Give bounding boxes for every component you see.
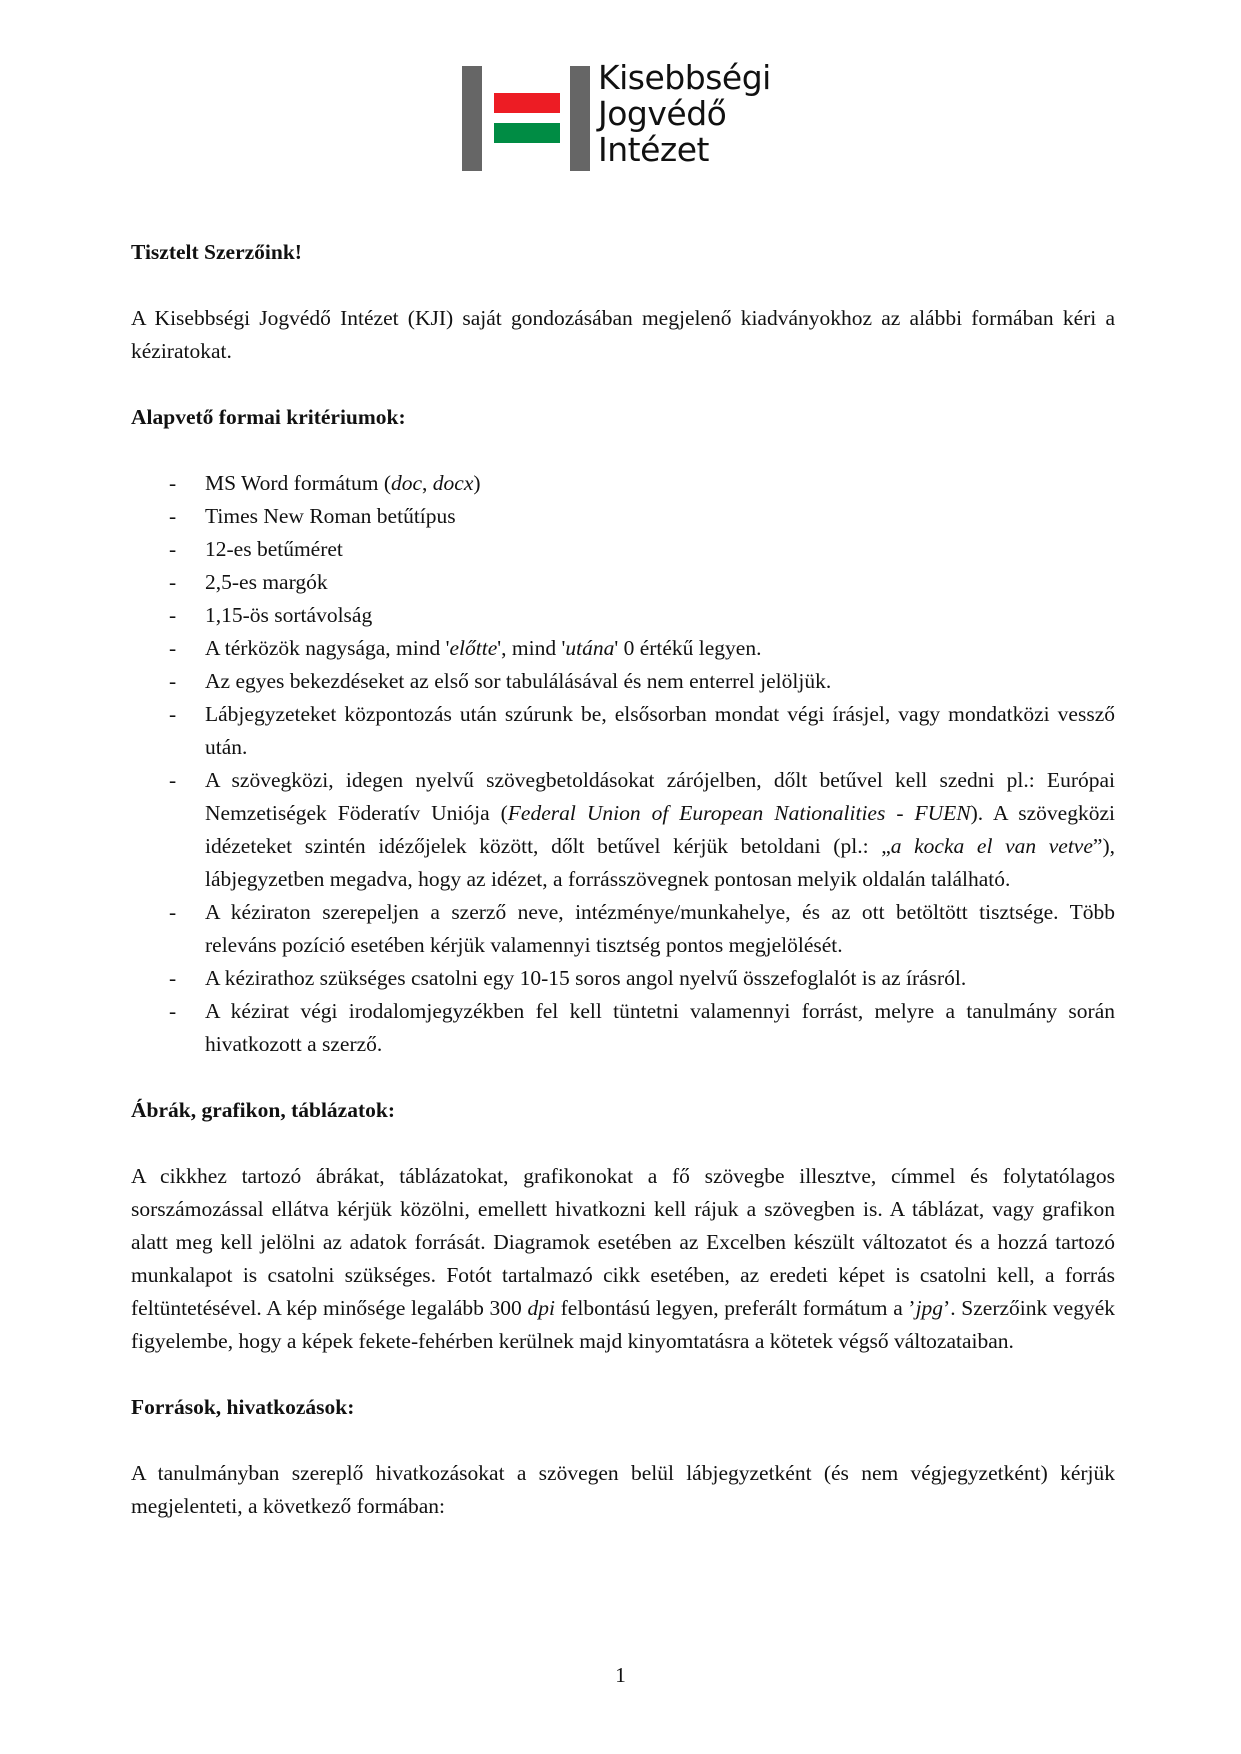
list-item: - 1,15-ös sortávolság (169, 603, 373, 627)
logo-line: Kisebbségi (598, 58, 771, 97)
logo-line: Intézet (598, 130, 709, 169)
list-item: - A kézirathoz szükséges csatolni egy 10-15 soros angol nyelvű összefoglalót is az írásról. (169, 966, 967, 990)
list-item: - A térközök nagysága, mind 'előtte', mind 'utána' 0 értékű legyen. (169, 636, 762, 660)
section-heading-formal: Alapvető formai kritériumok: (131, 405, 406, 429)
logo-right-bar (570, 66, 590, 171)
list-item: - MS Word formátum (doc, docx) (169, 471, 481, 495)
section-heading-sources: Források, hivatkozások: (131, 1395, 355, 1419)
page-number: 1 (615, 1663, 626, 1687)
kji-logo (462, 58, 792, 172)
list-item: - Lábjegyzeteket központozás után szúrunk be, elsősorban mondat végi írásjel, vagy mondatközi vessző után. (169, 702, 1115, 759)
logo-green-stripe (494, 123, 560, 143)
list-item: - Times New Roman betűtípus (169, 504, 456, 528)
intro-paragraph: A Kisebbségi Jogvédő Intézet (KJI) saját gondozásában megjelenő kiadványokhoz az alábbi formában kéri a kéziratokat. (131, 306, 1115, 363)
list-item: - 2,5-es margók (169, 570, 328, 594)
logo-line: Jogvédő (598, 94, 727, 133)
list-item: - Az egyes bekezdéseket az első sor tabulálásával és nem enterrel jelöljük. (169, 669, 832, 693)
sources-paragraph: A tanulmányban szereplő hivatkozásokat a szövegen belül lábjegyzetként (és nem végjegyzetként) kérjük megjelenteti, a következő formában: (131, 1461, 1115, 1518)
list-item: - A szövegközi, idegen nyelvű szövegbetoldásokat zárójelben, dőlt betűvel kell szedni pl.: Európai Nemzetiségek Föderatív Uniója (Federal Union of European Nationalities - FUEN). A szövegközi idézeteket szintén idézőjelek között, dőlt betűvel kérjük betoldani (pl.: „a kocka el van vetve”), lábjegyzetben megadva, hogy az idézet, a forrásszövegnek pontosan melyik oldalán található. (169, 768, 1115, 891)
list-item: - A kézirat végi irodalomjegyzékben fel kell tüntetni valamennyi forrást, melyre a tanulmány során hivatkozott a szerző. (169, 999, 1115, 1056)
logo-red-stripe (494, 93, 560, 113)
logo-wordmark (598, 60, 771, 168)
document-body (131, 236, 1115, 1523)
figures-paragraph: A cikkhez tartozó ábrákat, táblázatokat, grafikonokat a fő szövegbe illesztve, címmel és folytatólagos sorszámozással ellátva kérjük közölni, emellett hivatkozni kell rájuk a szövegben is. A táblázat, vagy grafikon alatt meg kell jelölni az adatok forrását. Diagramok esetében az Excelben készült változatot és a hozzá tartozó munkalapot is csatolni szükséges. Fotót tartalmazó cikk esetében, az eredeti képet is csatolni kell, a forrás feltüntetésével. A kép minősége legalább 300 dpi felbontású legyen, preferált formátum a ’jpg’. Szerzőink vegyék figyelembe, hogy a képek fekete-fehérben kerülnek majd kinyomtatásra a kötetek végső változataiban. (131, 1164, 1116, 1353)
section-heading-figures: Ábrák, grafikon, táblázatok: (131, 1098, 395, 1122)
list-item: - 12-es betűméret (169, 537, 343, 561)
formal-criteria-list (131, 467, 1115, 1061)
greeting: Tisztelt Szerzőink! (131, 240, 302, 264)
list-item: - A kéziraton szerepeljen a szerző neve, intézménye/munkahelye, és az ott betöltött tisztsége. Több releváns pozíció esetében kérjük valamennyi tisztség pontos megjelölését. (169, 900, 1115, 957)
logo-left-bar (462, 66, 482, 171)
